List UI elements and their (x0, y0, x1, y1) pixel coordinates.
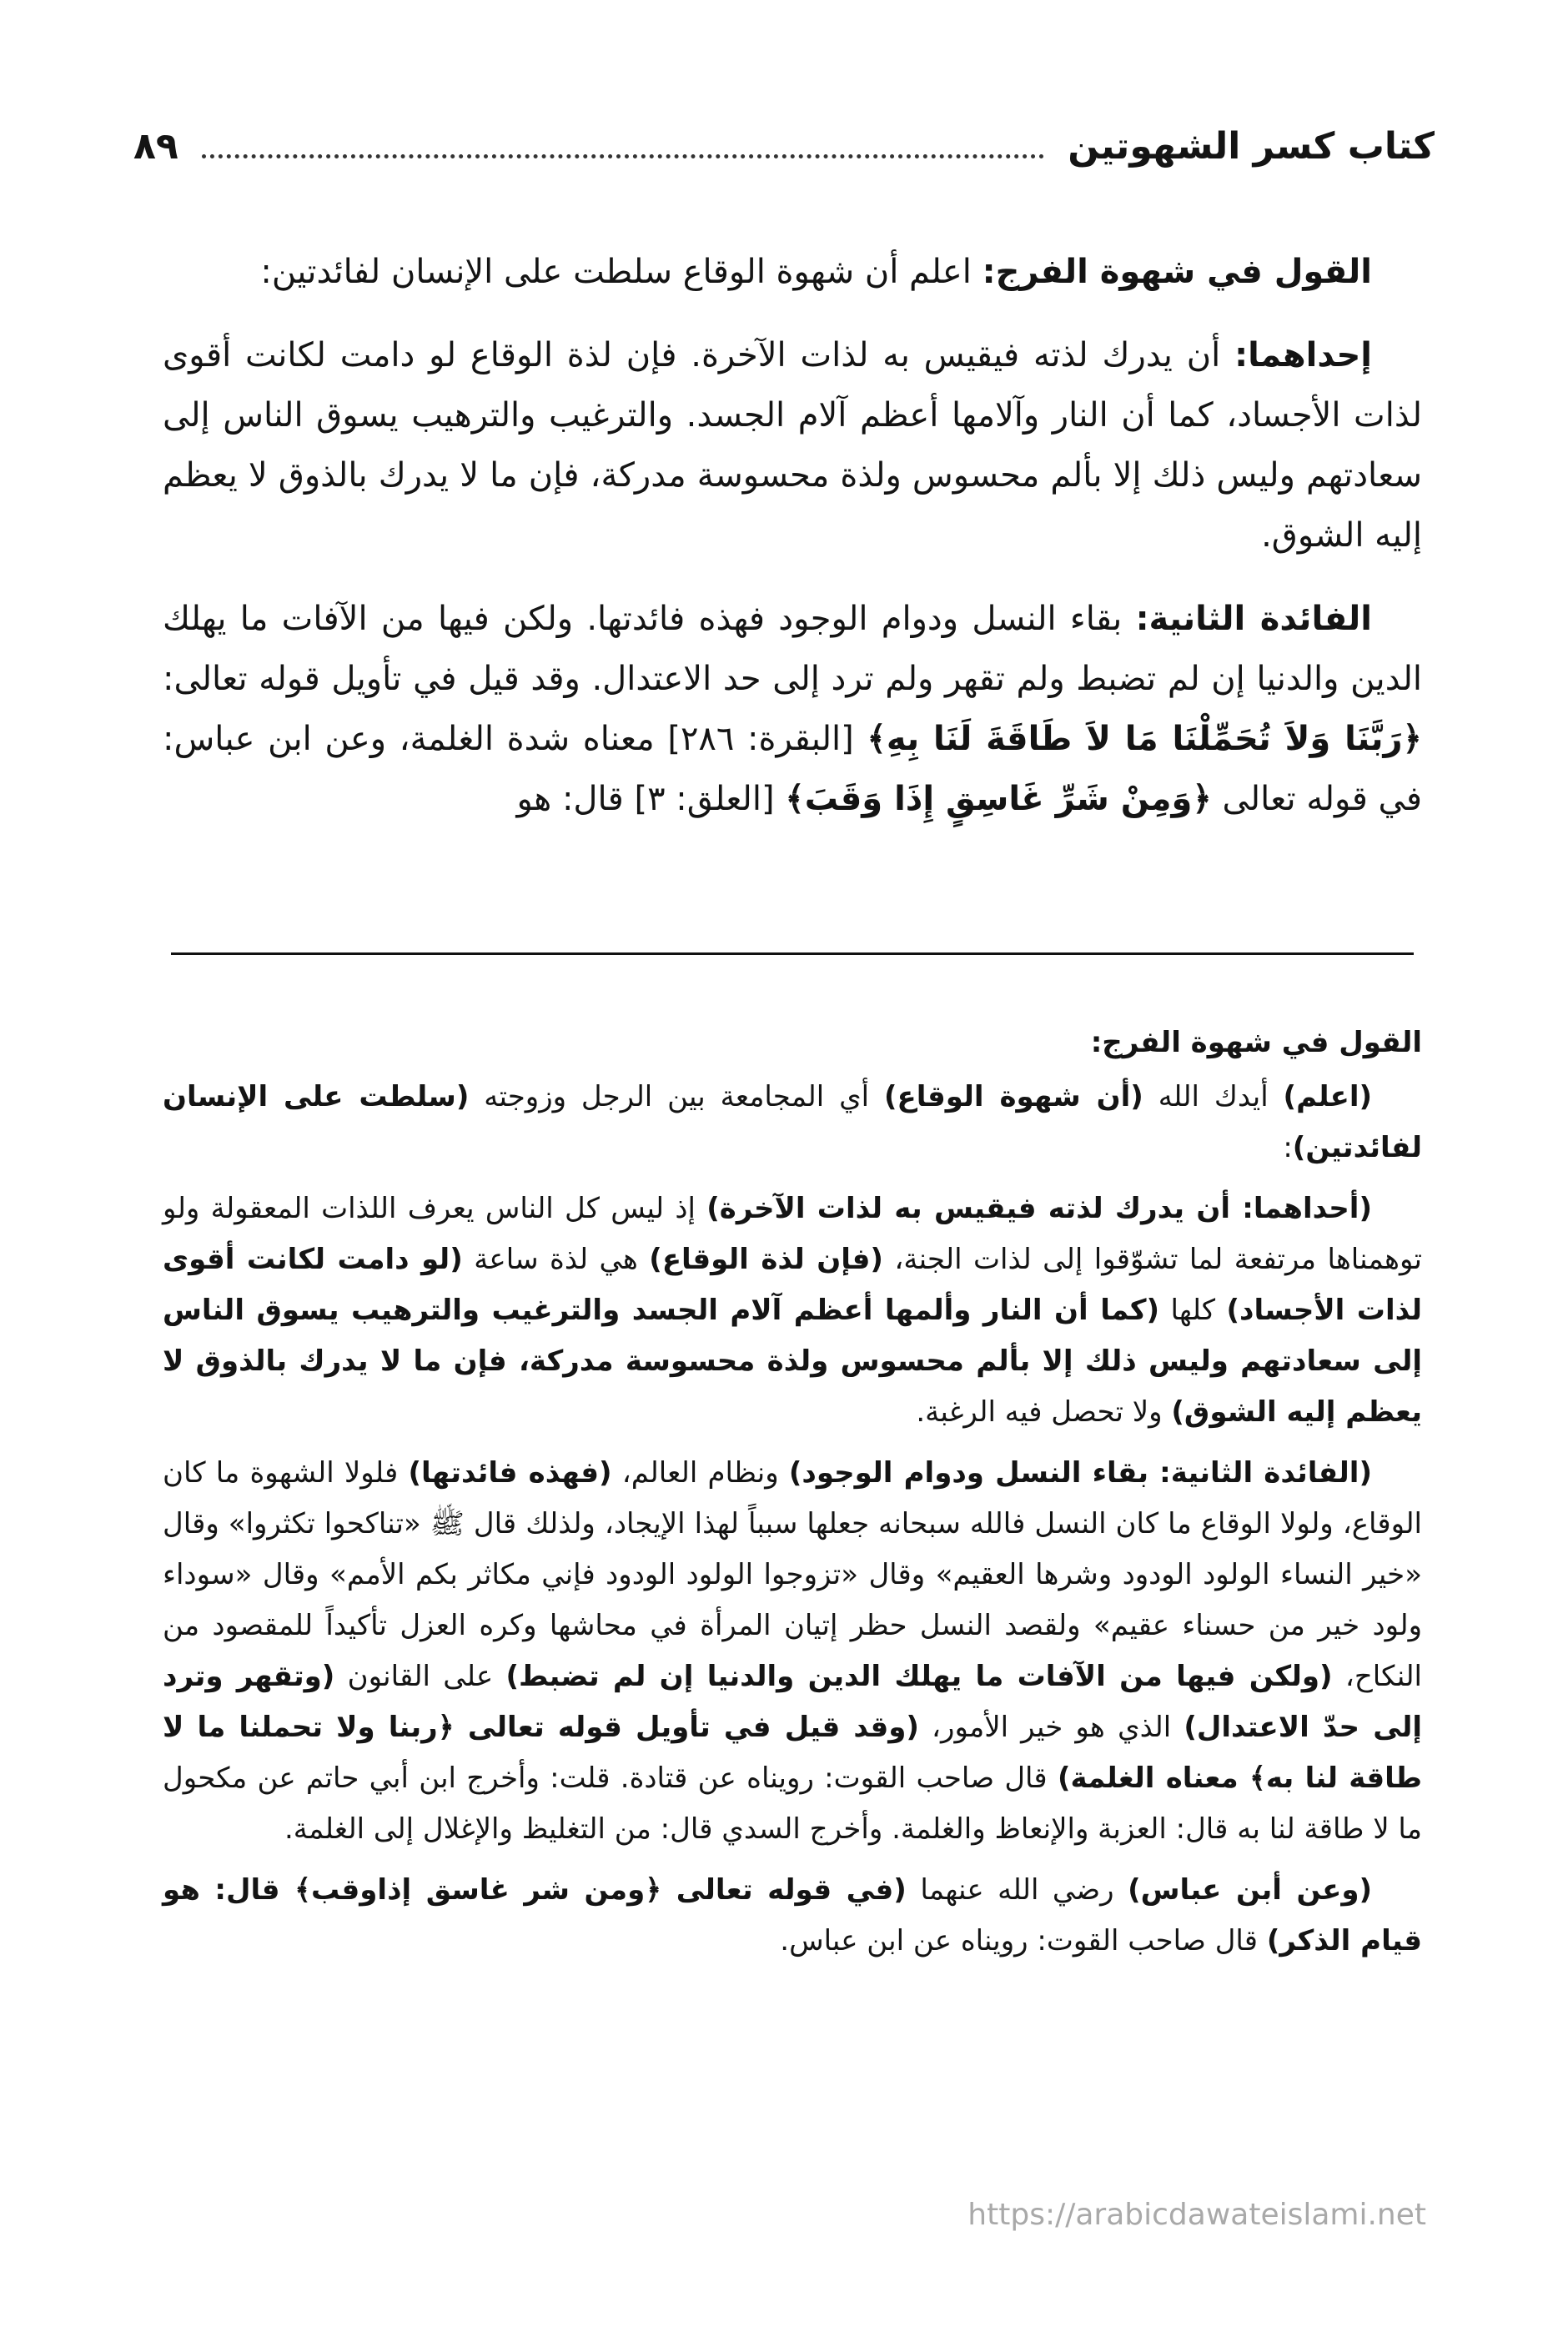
paragraph-text: [العلق: ٣] قال: هو (516, 780, 786, 818)
quran-verse: ﴿وَمِنْ شَرِّ غَاسِقٍ إِذَا وَقَبَ﴾ (785, 780, 1212, 818)
book-title: كتاب كسر الشهوتين (1068, 125, 1435, 168)
explanation-text: كلها (1159, 1294, 1227, 1327)
paragraph-text: أن يدرك لذته فيقيس به لذات الآخرة. فإن لذة الوقاع لو دامت لكانت أقوى لذات الأجساد، كما أن النار وآلامها أعظم آلام الجسد. والترغيب والترهيب يسوق الناس إلى سعادتهم وليس ذلك إلا بألم محسوس ولذة محسوسة مدركة، فإن ما لا يدرك بالذوق لا يعظم إليه الشوق. (163, 336, 1422, 555)
quoted-text: (وقد قيل في تأويل قوله تعالى ﴿ربنا ولا تحملنا ما لا طاقة لنا به﴾ معناه الغلمة) (163, 1711, 1422, 1795)
quoted-text: (سلطت على الإنسان لفائدتين) (163, 1080, 1422, 1164)
running-header (133, 125, 1435, 183)
explanation-text: ونظام العالم، (611, 1456, 789, 1490)
main-paragraph (163, 242, 1422, 302)
commentary-paragraph (163, 1184, 1422, 1438)
page-number: ٨٩ (133, 125, 178, 168)
explanation-text: فلولا الشهوة ما كان الوقاع، ولولا الوقاع ما كان النسل فالله سبحانه جعلها سبباً لهذا الإيجاد، ولذلك قال ﷺ «تناكحوا تكثروا» وقال «خير النساء الولود الودود وشرها العقيم» وقال «تزوجوا الولود الودود فإني مكاثر بكم الأمم» وقال «سوداء ولود خير من حسناء عقيم» ولقصد النسل حظر إتيان المرأة في محاشها وكره العزل تأكيداً للمقصود من النكاح، (163, 1456, 1423, 1693)
explanation-text: رضي الله عنهما (906, 1873, 1128, 1907)
paragraph-text: بقاء النسل ودوام الوجود فهذه فائدتها. ولكن فيها من الآفات ما يهلك الدين والدنيا إن لم تضبط ولم تقهر ولم ترد إلى حد الاعتدال. وقد قيل في تأويل قوله تعالى: (163, 600, 1422, 698)
quoted-text: (فإن لذة الوقاع) (649, 1243, 883, 1276)
paragraph-lead: الفائدة الثانية: (1135, 600, 1372, 638)
paragraph-lead: إحداهما: (1234, 336, 1372, 374)
paragraph-text: اعلم أن شهوة الوقاع سلطت على الإنسان لفائدتين: (260, 253, 983, 291)
dotted-leader (202, 129, 1045, 158)
explanation-text: : (1283, 1131, 1293, 1164)
explanation-text: إذ ليس كل الناس يعرف اللذات المعقولة ولو توهمناها مرتفعة لما تشوّقوا إلى لذات الجنة، (163, 1192, 1422, 1276)
paragraph-text: [البقرة: ٢٨٦] معناه شدة الغلمة، وعن ابن عباس: في قوله تعالى (163, 720, 1422, 818)
explanation-text: على القانون (334, 1660, 506, 1693)
commentary-heading: القول في شهوة الفرج: (1090, 1026, 1422, 1059)
quoted-text: (وتقهر وترد إلى حدّ الاعتدال) (163, 1660, 1423, 1744)
quoted-text: (اعلم) (1283, 1080, 1373, 1113)
quoted-text: (ولكن فيها من الآفات ما يهلك الدين والدنيا إن لم تضبط) (505, 1660, 1333, 1693)
explanation-text: هي لذة ساعة (462, 1243, 650, 1276)
commentary-paragraph (163, 1448, 1422, 1855)
explanation-text: الذي هو خير الأمور، (918, 1711, 1184, 1744)
quoted-text: (فهذه فائدتها) (408, 1456, 612, 1490)
explanation-text: أيدك الله (1143, 1080, 1284, 1113)
commentary-paragraph (163, 1072, 1422, 1174)
main-paragraph (163, 325, 1422, 565)
commentary-text (163, 1018, 1422, 1977)
watermark-url: https://arabicdawateislami.net (967, 2198, 1426, 2232)
quoted-text: (لو دامت لكانت أقوى لذات الأجساد) (163, 1243, 1423, 1327)
explanation-text: قال صاحب القوت: رويناه عن قتادة. قلت: وأخرج ابن أبي حاتم عن مكحول ما لا طاقة لنا به قال: العزبة والإنعاظ والغلمة. وأخرج السدي قال: من التغليظ والإغلال إلى الغلمة. (163, 1762, 1422, 1846)
main-paragraph (163, 589, 1422, 829)
explanation-text: قال صاحب القوت: رويناه عن ابن عباس. (780, 1924, 1267, 1958)
footnote-separator (171, 952, 1414, 955)
main-text (163, 242, 1422, 852)
section-heading: القول في شهوة الفرج: (982, 253, 1372, 291)
quoted-text: (كما أن النار وألمها أعظم آلام الجسد والترغيب والترهيب يسوق الناس إلى سعادتهم وليس ذلك إلا بألم محسوس ولذة محسوسة مدركة، فإن ما لا يدرك بالذوق لا يعظم إليه الشوق) (163, 1294, 1422, 1429)
quoted-text: (الفائدة الثانية: بقاء النسل ودوام الوجود) (788, 1456, 1372, 1490)
quoted-text: (أن شهوة الوقاع) (884, 1080, 1143, 1113)
quoted-text: (وعن أبن عباس) (1128, 1873, 1373, 1907)
commentary-paragraph (163, 1865, 1422, 1967)
quoted-text: (في قوله تعالى ﴿ومن شر غاسق إذاوقب﴾ قال: هو قيام الذكر) (163, 1873, 1422, 1958)
quran-verse: ﴿رَبَّنَا وَلاَ تُحَمِّلْنَا مَا لاَ طَاقَةَ لَنَا بِهِ﴾ (867, 720, 1422, 758)
explanation-text: أي المجامعة بين الرجل وزوجته (469, 1080, 885, 1113)
quoted-text: (أحداهما: أن يدرك لذته فيقيس به لذات الآخرة) (706, 1192, 1372, 1225)
explanation-text: ولا تحصل فيه الرغبة. (916, 1395, 1172, 1429)
